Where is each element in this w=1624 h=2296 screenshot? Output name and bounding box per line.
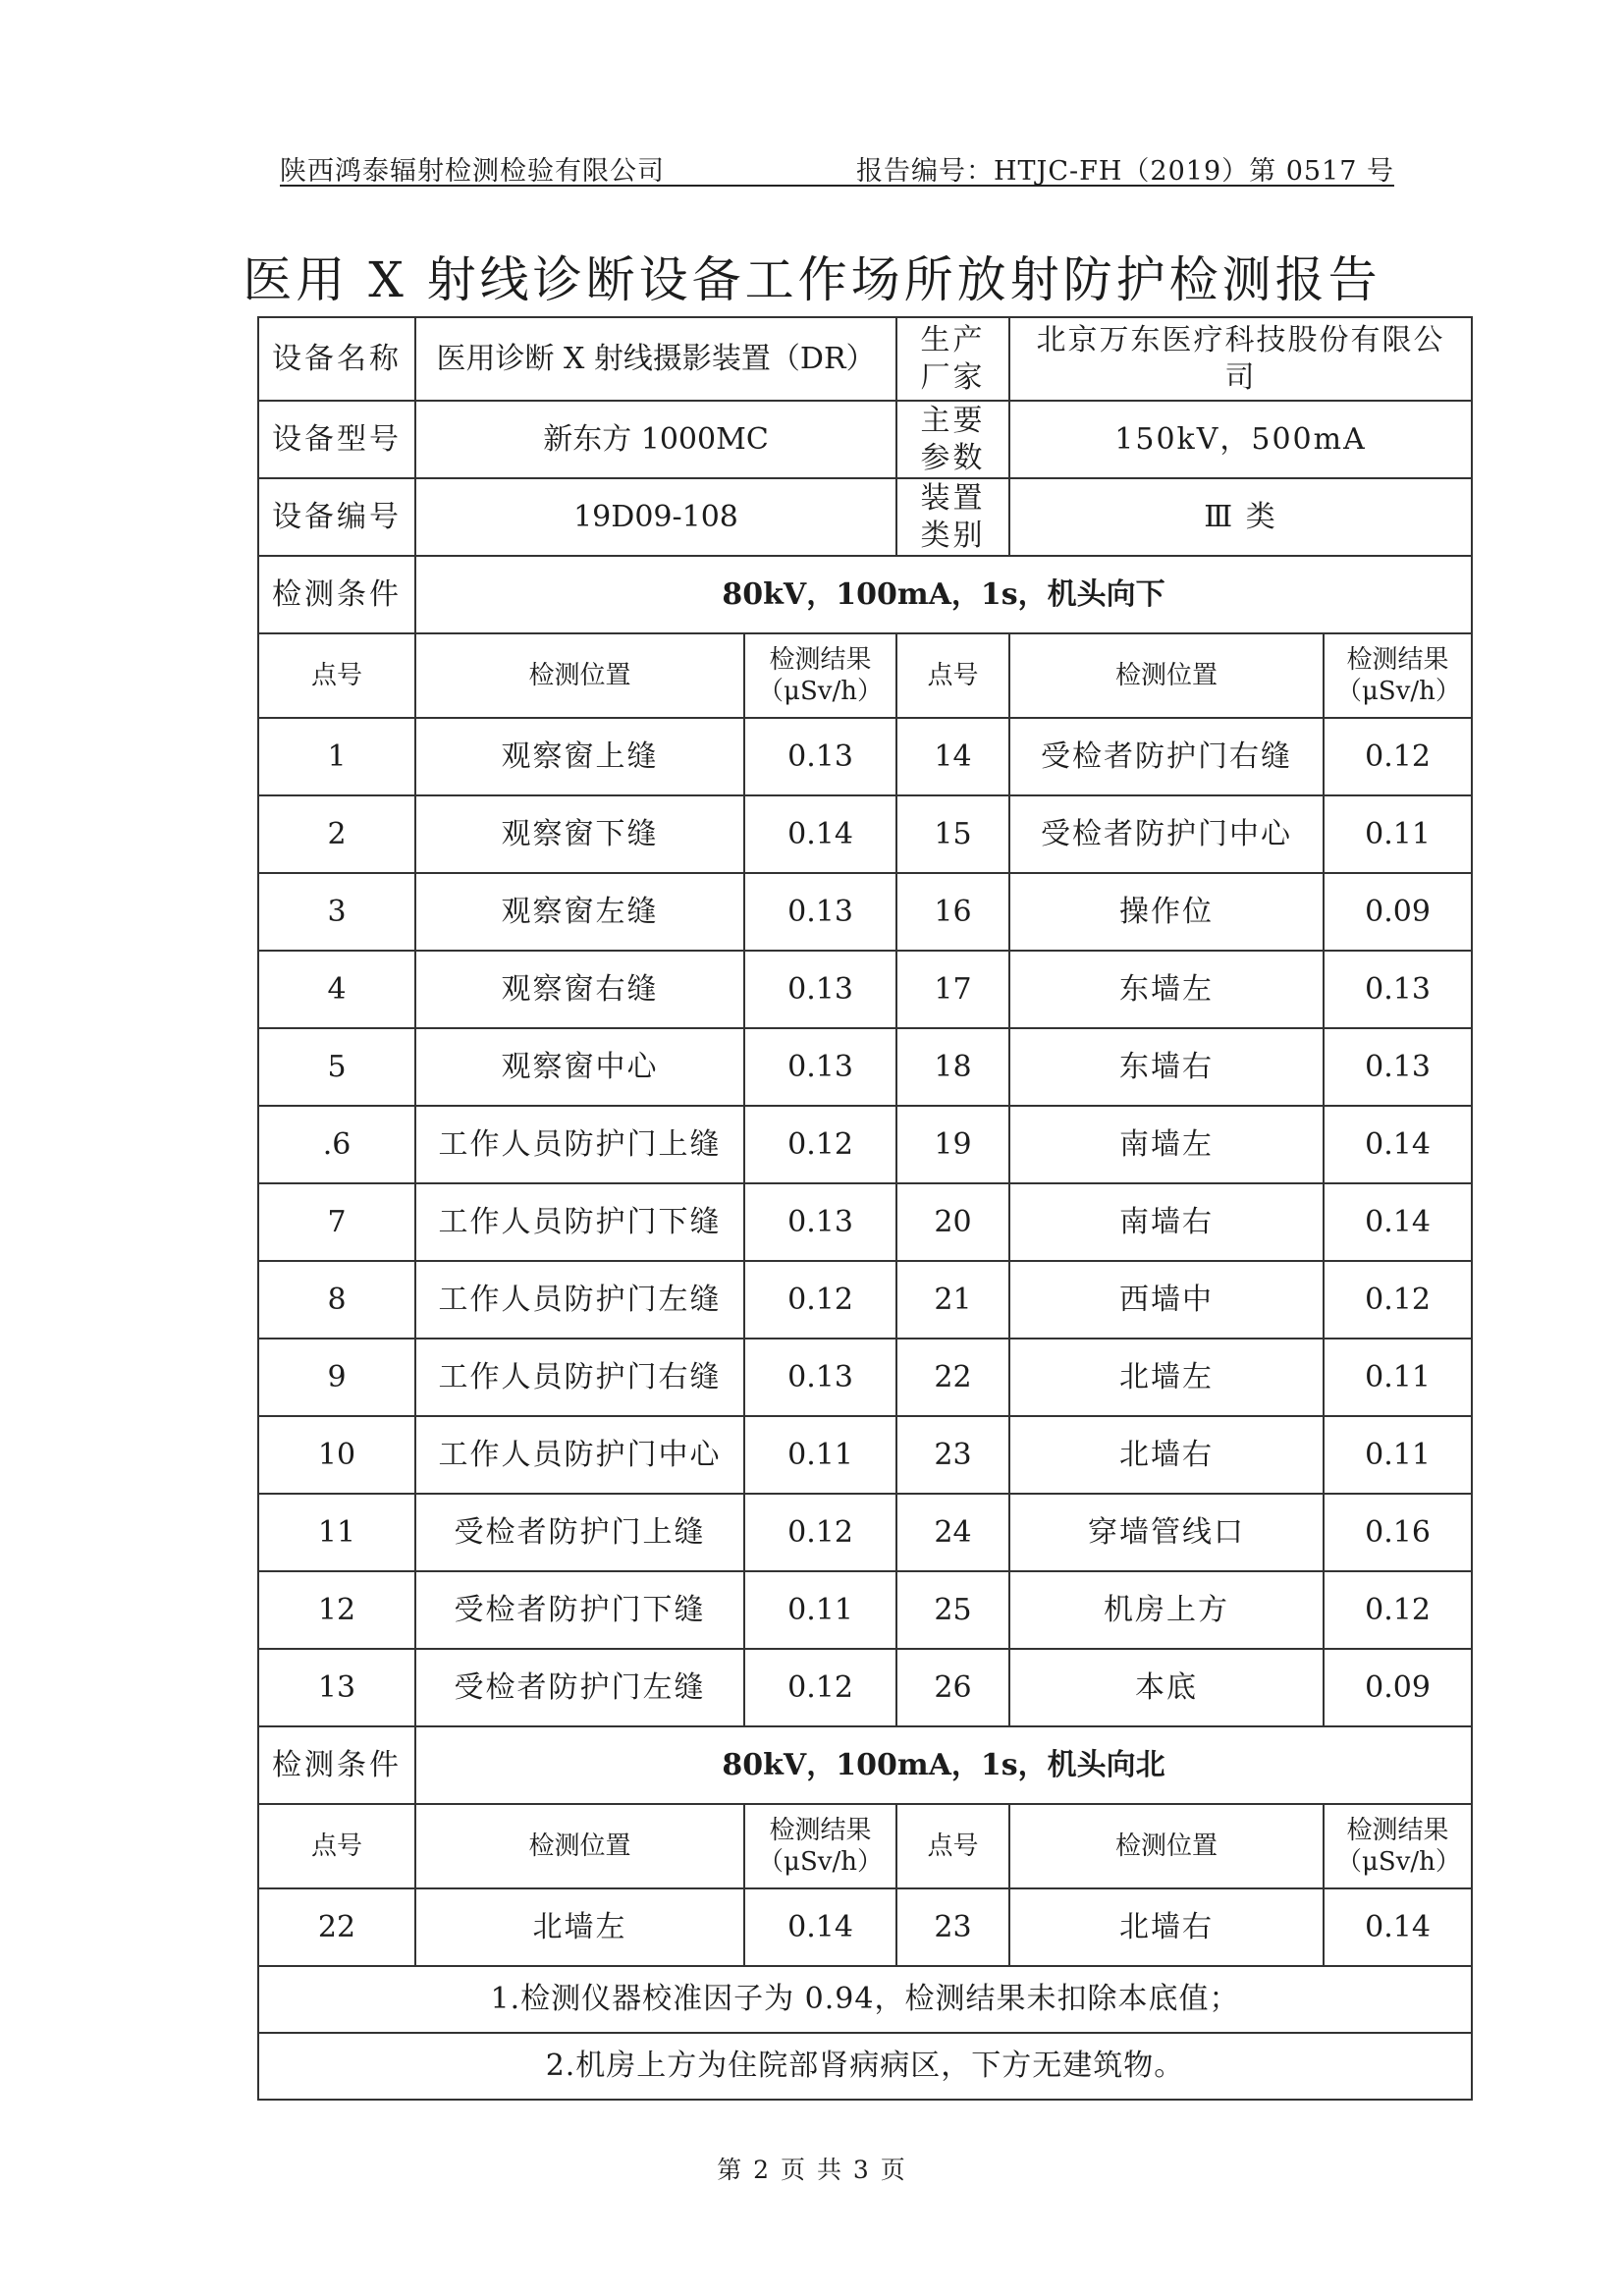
result-value: 0.13 xyxy=(744,873,896,951)
col-point-header-right: 点号 xyxy=(896,633,1009,718)
result-value: 0.12 xyxy=(1324,1571,1472,1649)
note-row-2 xyxy=(258,2033,1472,2100)
col-location-header-right: 检测位置 xyxy=(1009,633,1324,718)
point-number: 22 xyxy=(896,1339,1009,1416)
location: 操作位 xyxy=(1009,873,1324,951)
note-1: 1.检测仪器校准因子为 0.94，检测结果未扣除本底值； xyxy=(258,1966,1472,2033)
result-value: 0.12 xyxy=(744,1649,896,1726)
point-number: 24 xyxy=(896,1494,1009,1571)
point-number: 2 xyxy=(258,795,415,873)
result-value: 0.12 xyxy=(1324,718,1472,795)
col-location-header-right-2: 检测位置 xyxy=(1009,1804,1324,1888)
point-number: 7 xyxy=(258,1183,415,1261)
col-point-header-2: 点号 xyxy=(258,1804,415,1888)
condition-label: 检测条件 xyxy=(258,556,415,633)
result-value: 0.11 xyxy=(1324,795,1472,873)
location: 工作人员防护门中心 xyxy=(415,1416,744,1494)
table-row xyxy=(258,1106,1472,1183)
result-value: 0.14 xyxy=(744,795,896,873)
device-name-row xyxy=(258,317,1472,401)
location: 受检者防护门上缝 xyxy=(415,1494,744,1571)
note-row-1 xyxy=(258,1966,1472,2033)
location: 受检者防护门中心 xyxy=(1009,795,1324,873)
table-row xyxy=(258,1494,1472,1571)
report-table xyxy=(257,316,1473,2101)
page-header xyxy=(280,147,1394,187)
result-value: 0.09 xyxy=(1324,873,1472,951)
main-params-value: 150kV，500mA xyxy=(1009,401,1472,478)
location: 工作人员防护门右缝 xyxy=(415,1339,744,1416)
result-value: 0.14 xyxy=(1324,1888,1472,1966)
point-number: 14 xyxy=(896,718,1009,795)
point-number: 10 xyxy=(258,1416,415,1494)
manufacturer-value: 北京万东医疗科技股份有限公司 xyxy=(1009,317,1472,401)
point-number: 21 xyxy=(896,1261,1009,1339)
point-number: 18 xyxy=(896,1028,1009,1106)
table-row xyxy=(258,1416,1472,1494)
location: 机房上方 xyxy=(1009,1571,1324,1649)
table-row xyxy=(258,951,1472,1028)
location: 北墙左 xyxy=(415,1888,744,1966)
device-model-label: 设备型号 xyxy=(258,401,415,478)
result-value: 0.13 xyxy=(744,1183,896,1261)
location: 受检者防护门左缝 xyxy=(415,1649,744,1726)
column-header-row xyxy=(258,633,1472,718)
location: 北墙右 xyxy=(1009,1888,1324,1966)
point-number: 23 xyxy=(896,1888,1009,1966)
point-number: 3 xyxy=(258,873,415,951)
result-value: 0.13 xyxy=(1324,1028,1472,1106)
table-row xyxy=(258,1571,1472,1649)
col-result-header-2: 检测结果（μSv/h） xyxy=(744,1804,896,1888)
location: 西墙中 xyxy=(1009,1261,1324,1339)
point-number: 11 xyxy=(258,1494,415,1571)
result-value: 0.14 xyxy=(1324,1183,1472,1261)
result-value: 0.09 xyxy=(1324,1649,1472,1726)
point-number: 19 xyxy=(896,1106,1009,1183)
location: 观察窗右缝 xyxy=(415,951,744,1028)
condition-row-2 xyxy=(258,1726,1472,1804)
table-row xyxy=(258,1649,1472,1726)
device-class-value: Ⅲ 类 xyxy=(1009,478,1472,556)
section2-rows xyxy=(258,1888,1472,1966)
result-value: 0.13 xyxy=(744,718,896,795)
condition-label-2: 检测条件 xyxy=(258,1726,415,1804)
column-header-row-2 xyxy=(258,1804,1472,1888)
location: 观察窗中心 xyxy=(415,1028,744,1106)
result-value: 0.13 xyxy=(744,1339,896,1416)
result-value: 0.11 xyxy=(744,1571,896,1649)
point-number: 17 xyxy=(896,951,1009,1028)
location: 工作人员防护门左缝 xyxy=(415,1261,744,1339)
table-row xyxy=(258,1888,1472,1966)
table-row xyxy=(258,1261,1472,1339)
result-value: 0.12 xyxy=(744,1494,896,1571)
col-result-header-right-2: 检测结果（μSv/h） xyxy=(1324,1804,1472,1888)
location: 南墙右 xyxy=(1009,1183,1324,1261)
device-name-value: 医用诊断 X 射线摄影装置（DR） xyxy=(415,317,896,401)
location: 北墙右 xyxy=(1009,1416,1324,1494)
result-value: 0.11 xyxy=(1324,1339,1472,1416)
table-row xyxy=(258,1339,1472,1416)
col-point-header-right-2: 点号 xyxy=(896,1804,1009,1888)
condition-value-2: 80kV，100mA，1s，机头向北 xyxy=(415,1726,1472,1804)
point-number: 22 xyxy=(258,1888,415,1966)
table-row xyxy=(258,1183,1472,1261)
manufacturer-label: 生产厂家 xyxy=(896,317,1009,401)
point-number: 13 xyxy=(258,1649,415,1726)
point-number: 9 xyxy=(258,1339,415,1416)
location: 南墙左 xyxy=(1009,1106,1324,1183)
device-serial-value: 19D09-108 xyxy=(415,478,896,556)
note-2: 2.机房上方为住院部肾病病区，下方无建筑物。 xyxy=(258,2033,1472,2100)
report-number: 报告编号：HTJC-FH（2019）第 0517 号 xyxy=(855,156,1394,187)
col-result-header: 检测结果（μSv/h） xyxy=(744,633,896,718)
device-name-label: 设备名称 xyxy=(258,317,415,401)
location: 受检者防护门下缝 xyxy=(415,1571,744,1649)
device-serial-row xyxy=(258,478,1472,556)
page-footer: 第 2 页 共 3 页 xyxy=(717,2156,907,2184)
col-location-header: 检测位置 xyxy=(415,633,744,718)
col-point-header: 点号 xyxy=(258,633,415,718)
result-value: 0.12 xyxy=(744,1261,896,1339)
result-value: 0.12 xyxy=(1324,1261,1472,1339)
table-row xyxy=(258,795,1472,873)
result-value: 0.14 xyxy=(744,1888,896,1966)
location: 东墙右 xyxy=(1009,1028,1324,1106)
point-number: 5 xyxy=(258,1028,415,1106)
col-location-header-2: 检测位置 xyxy=(415,1804,744,1888)
point-number: 20 xyxy=(896,1183,1009,1261)
section1-rows xyxy=(258,718,1472,1726)
point-number: 12 xyxy=(258,1571,415,1649)
point-number: 1 xyxy=(258,718,415,795)
location: 穿墙管线口 xyxy=(1009,1494,1324,1571)
table-row xyxy=(258,1028,1472,1106)
condition-row-1 xyxy=(258,556,1472,633)
result-value: 0.13 xyxy=(744,1028,896,1106)
condition-value: 80kV，100mA，1s，机头向下 xyxy=(415,556,1472,633)
point-number: 26 xyxy=(896,1649,1009,1726)
result-value: 0.11 xyxy=(744,1416,896,1494)
point-number: 23 xyxy=(896,1416,1009,1494)
location: 工作人员防护门上缝 xyxy=(415,1106,744,1183)
result-value: 0.12 xyxy=(744,1106,896,1183)
location: 观察窗上缝 xyxy=(415,718,744,795)
location: 工作人员防护门下缝 xyxy=(415,1183,744,1261)
main-params-label: 主要参数 xyxy=(896,401,1009,478)
location: 北墙左 xyxy=(1009,1339,1324,1416)
report-title: 医用 X 射线诊断设备工作场所放射防护检测报告 xyxy=(243,251,1381,308)
col-result-header-right: 检测结果（μSv/h） xyxy=(1324,633,1472,718)
point-number: 25 xyxy=(896,1571,1009,1649)
location: 受检者防护门右缝 xyxy=(1009,718,1324,795)
location: 观察窗下缝 xyxy=(415,795,744,873)
point-number: 4 xyxy=(258,951,415,1028)
result-value: 0.13 xyxy=(1324,951,1472,1028)
table-row xyxy=(258,873,1472,951)
location: 本底 xyxy=(1009,1649,1324,1726)
device-serial-label: 设备编号 xyxy=(258,478,415,556)
location: 观察窗左缝 xyxy=(415,873,744,951)
device-model-row xyxy=(258,401,1472,478)
result-value: 0.14 xyxy=(1324,1106,1472,1183)
device-model-value: 新东方 1000MC xyxy=(415,401,896,478)
location: 东墙左 xyxy=(1009,951,1324,1028)
result-value: 0.16 xyxy=(1324,1494,1472,1571)
point-number: 8 xyxy=(258,1261,415,1339)
result-value: 0.13 xyxy=(744,951,896,1028)
point-number: 16 xyxy=(896,873,1009,951)
company-name: 陕西鸿泰辐射检测检验有限公司 xyxy=(280,156,665,187)
point-number: .6 xyxy=(258,1106,415,1183)
point-number: 15 xyxy=(896,795,1009,873)
result-value: 0.11 xyxy=(1324,1416,1472,1494)
table-row xyxy=(258,718,1472,795)
device-class-label: 装置类别 xyxy=(896,478,1009,556)
